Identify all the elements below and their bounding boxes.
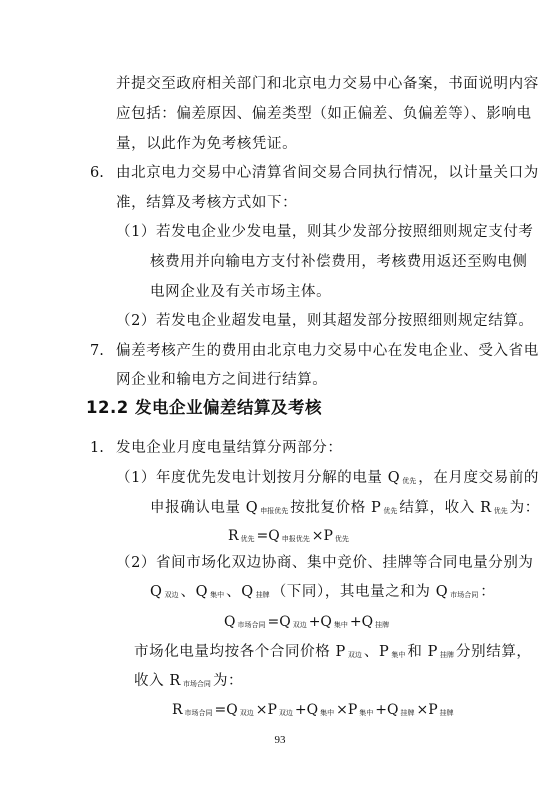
formula: Q $_{市场合同}$ =Q $_{双边}$ +Q $_{集中}$ +Q $_{挂牌}$ [224,614,390,630]
item-number: 6. [90,165,104,181]
paragraph-line: 并提交至政府相关部门和北京电力交易中心备案，书面说明内容 [116,76,539,92]
paragraph-line: （2）省间市场化双边协商、集中竞价、挂牌等合同电量分别为 [116,555,534,571]
paragraph-line: 应包括：偏差原因、偏差类型（如正偏差、负偏差等）、影响电 [116,106,532,122]
paragraph-line: 核费用并向输电方支付补偿费用，考核费用返还至购电侧 [150,254,528,270]
paragraph-line: （1）年度优先发电计划按月分解的电量 Q $_{优先}$ ，在月度交易前的 [116,470,540,486]
section-heading: 12.2 发电企业偏差结算及考核 [86,398,322,417]
paragraph-line: 申报确认电量 Q $_{申报优先}$ 按批复价格 P $_{优先}$ 结算，收入 R $_{优先}$ 为： [150,500,540,516]
page-number: 93 [274,734,286,746]
paragraph-line: Q $_{双边}$ 、Q $_{集中}$ 、Q $_{挂牌}$ （下同），其电量之和为 Q $_{市场合同}$ ： [150,584,496,600]
paragraph-line: （2）若发电企业超发电量，则其超发部分按照细则规定结算。 [116,313,534,329]
paragraph-line: （1）若发电企业少发电量，则其少发部分按照细则规定支付考 [116,224,534,240]
formula: R $_{市场合同}$ =Q $_{双边}$ ×P $_{双边}$ +Q $_{集中}$ ×P $_{集中}$ +Q $_{挂牌}$ ×P $_{挂牌}$ [172,702,454,718]
paragraph-line: 电网企业及有关市场主体。 [150,284,332,300]
paragraph-line: 市场化电量均按各个合同价格 P $_{双边}$ 、P $_{集中}$ 和 P $_{挂牌}$ 分别结算， [134,644,532,660]
paragraph-line: 量，以此作为免考核凭证。 [116,136,298,152]
item-number: 1. [90,440,104,456]
paragraph-line: 收入 R $_{市场合同}$ 为： [134,673,244,689]
item-number: 7. [90,343,104,359]
paragraph-line: 偏差考核产生的费用由北京电力交易中心在发电企业、受入省电 [116,343,539,359]
paragraph-line: 准，结算及考核方式如下： [116,195,298,211]
paragraph-line: 发电企业月度电量结算分两部分： [116,440,343,456]
paragraph-line: 网企业和输电方之间进行结算。 [116,372,328,388]
paragraph-line: 由北京电力交易中心清算省间交易合同执行情况，以计量关口为 [116,165,539,181]
formula: R $_{优先}$ =Q $_{申报优先}$ ×P $_{优先}$ [228,528,349,544]
